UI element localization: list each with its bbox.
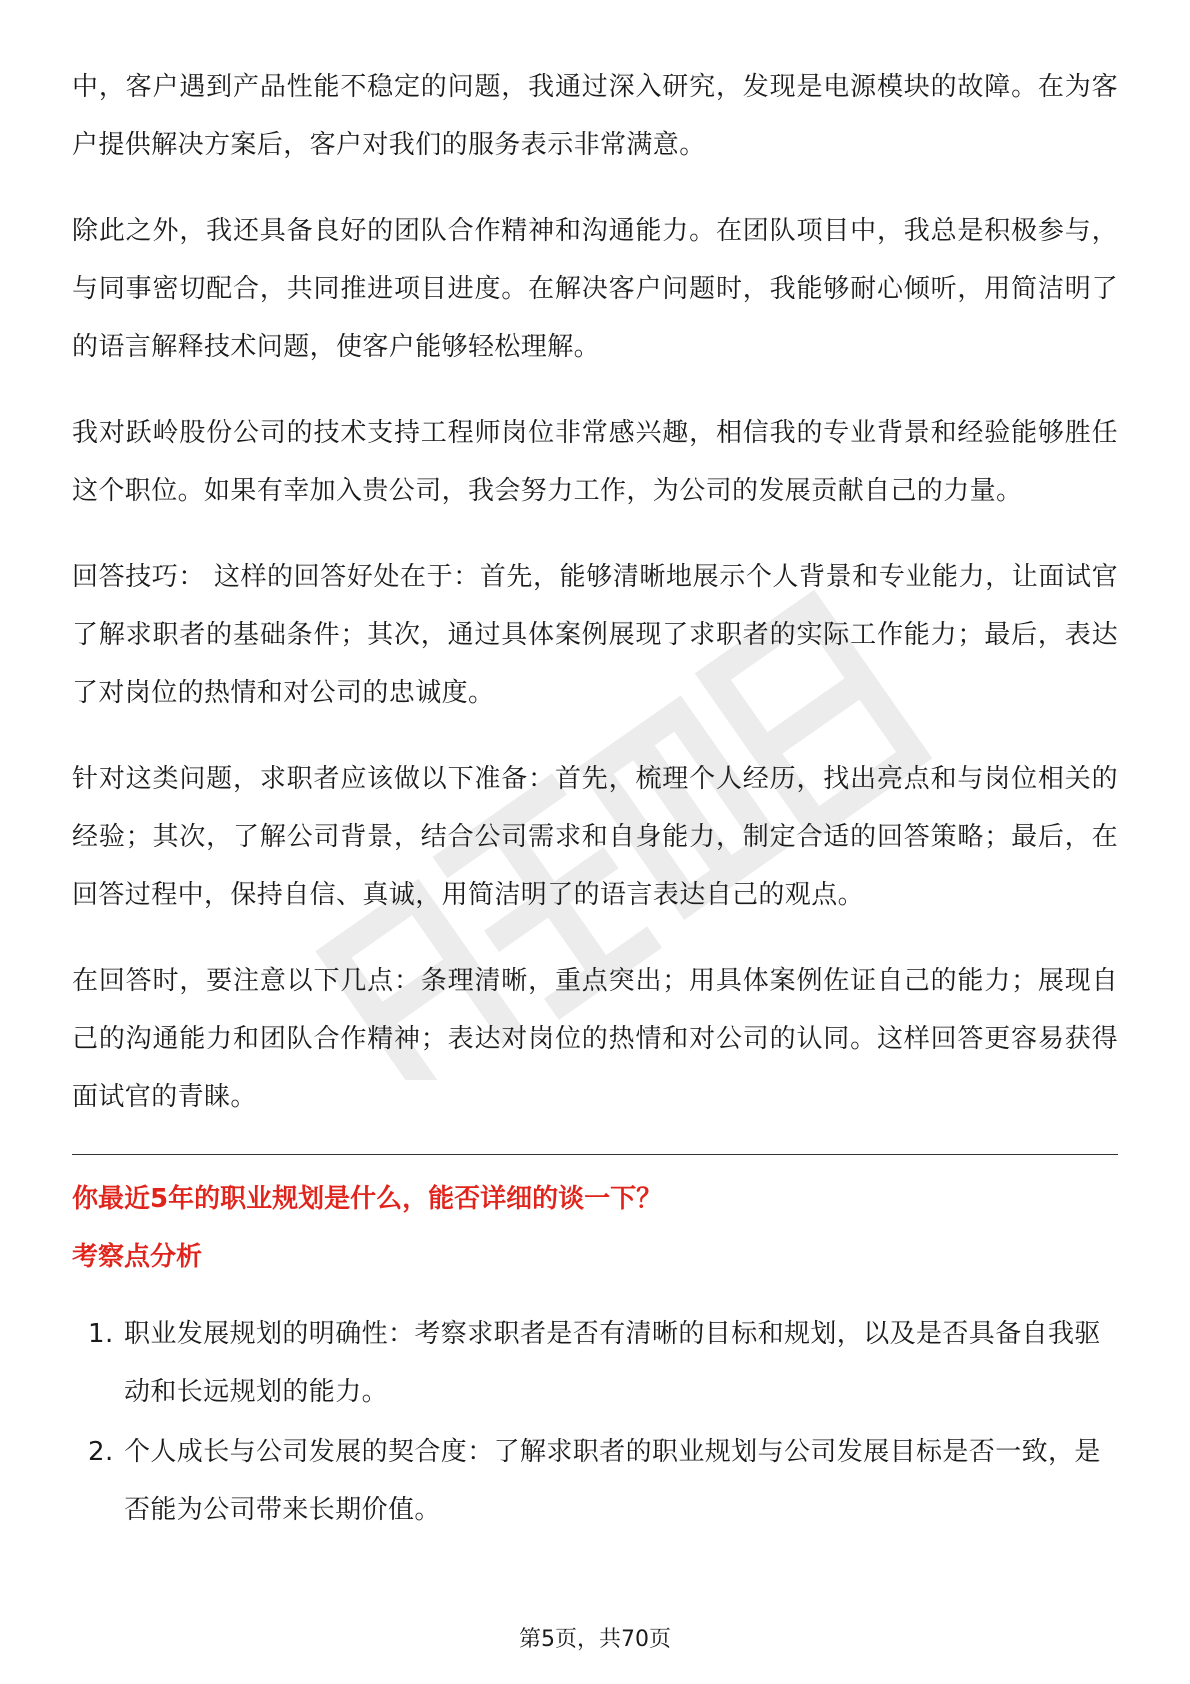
analysis-list xyxy=(72,1305,1118,1539)
list-item-text: 个人成长与公司发展的契合度：了解求职者的职业规划与公司发展目标是否一致，是否能为公司带来长期价值。 xyxy=(124,1437,1101,1525)
list-item xyxy=(72,1305,1118,1421)
body-paragraph: 除此之外，我还具备良好的团队合作精神和沟通能力。在团队项目中，我总是积极参与，与同事密切配合，共同推进项目进度。在解决客户问题时，我能够耐心倾听，用简洁明了的语言解释技术问题，使客户能够轻松理解。 xyxy=(72,216,1118,362)
list-item-number: 1. xyxy=(88,1319,114,1349)
page-footer: 第5页，共70页 xyxy=(519,1627,671,1652)
question-heading: 你最近5年的职业规划是什么，能否详细的谈一下？ xyxy=(72,1184,663,1214)
list-item-text: 职业发展规划的明确性：考察求职者是否有清晰的目标和规划，以及是否具备自我驱动和长远规划的能力。 xyxy=(124,1319,1101,1407)
body-paragraph: 我对跃岭股份公司的技术支持工程师岗位非常感兴趣，相信我的专业背景和经验能够胜任这个职位。如果有幸加入贵公司，我会努力工作，为公司的发展贡献自己的力量。 xyxy=(72,418,1118,506)
main-content xyxy=(72,58,1118,1541)
body-paragraph: 中，客户遇到产品性能不稳定的问题，我通过深入研究，发现是电源模块的故障。在为客户提供解决方案后，客户对我们的服务表示非常满意。 xyxy=(72,72,1118,160)
body-paragraph: 回答技巧： 这样的回答好处在于：首先，能够清晰地展示个人背景和专业能力，让面试官了解求职者的基础条件；其次，通过具体案例展现了求职者的实际工作能力；最后，表达了对岗位的热情和对公司的忠诚度。 xyxy=(72,562,1118,708)
list-item xyxy=(72,1423,1118,1539)
analysis-heading: 考察点分析 xyxy=(72,1242,203,1272)
section-divider xyxy=(72,1154,1118,1155)
body-paragraph: 在回答时，要注意以下几点：条理清晰，重点突出；用具体案例佐证自己的能力；展现自己的沟通能力和团队合作精神；表达对岗位的热情和对公司的认同。这样回答更容易获得面试官的青睐。 xyxy=(72,966,1118,1112)
list-item-number: 2. xyxy=(88,1437,114,1467)
body-paragraph: 针对这类问题，求职者应该做以下准备：首先，梳理个人经历，找出亮点和与岗位相关的经验；其次，了解公司背景，结合公司需求和自身能力，制定合适的回答策略；最后，在回答过程中，保持自信、真诚，用简洁明了的语言表达自己的观点。 xyxy=(72,764,1118,910)
